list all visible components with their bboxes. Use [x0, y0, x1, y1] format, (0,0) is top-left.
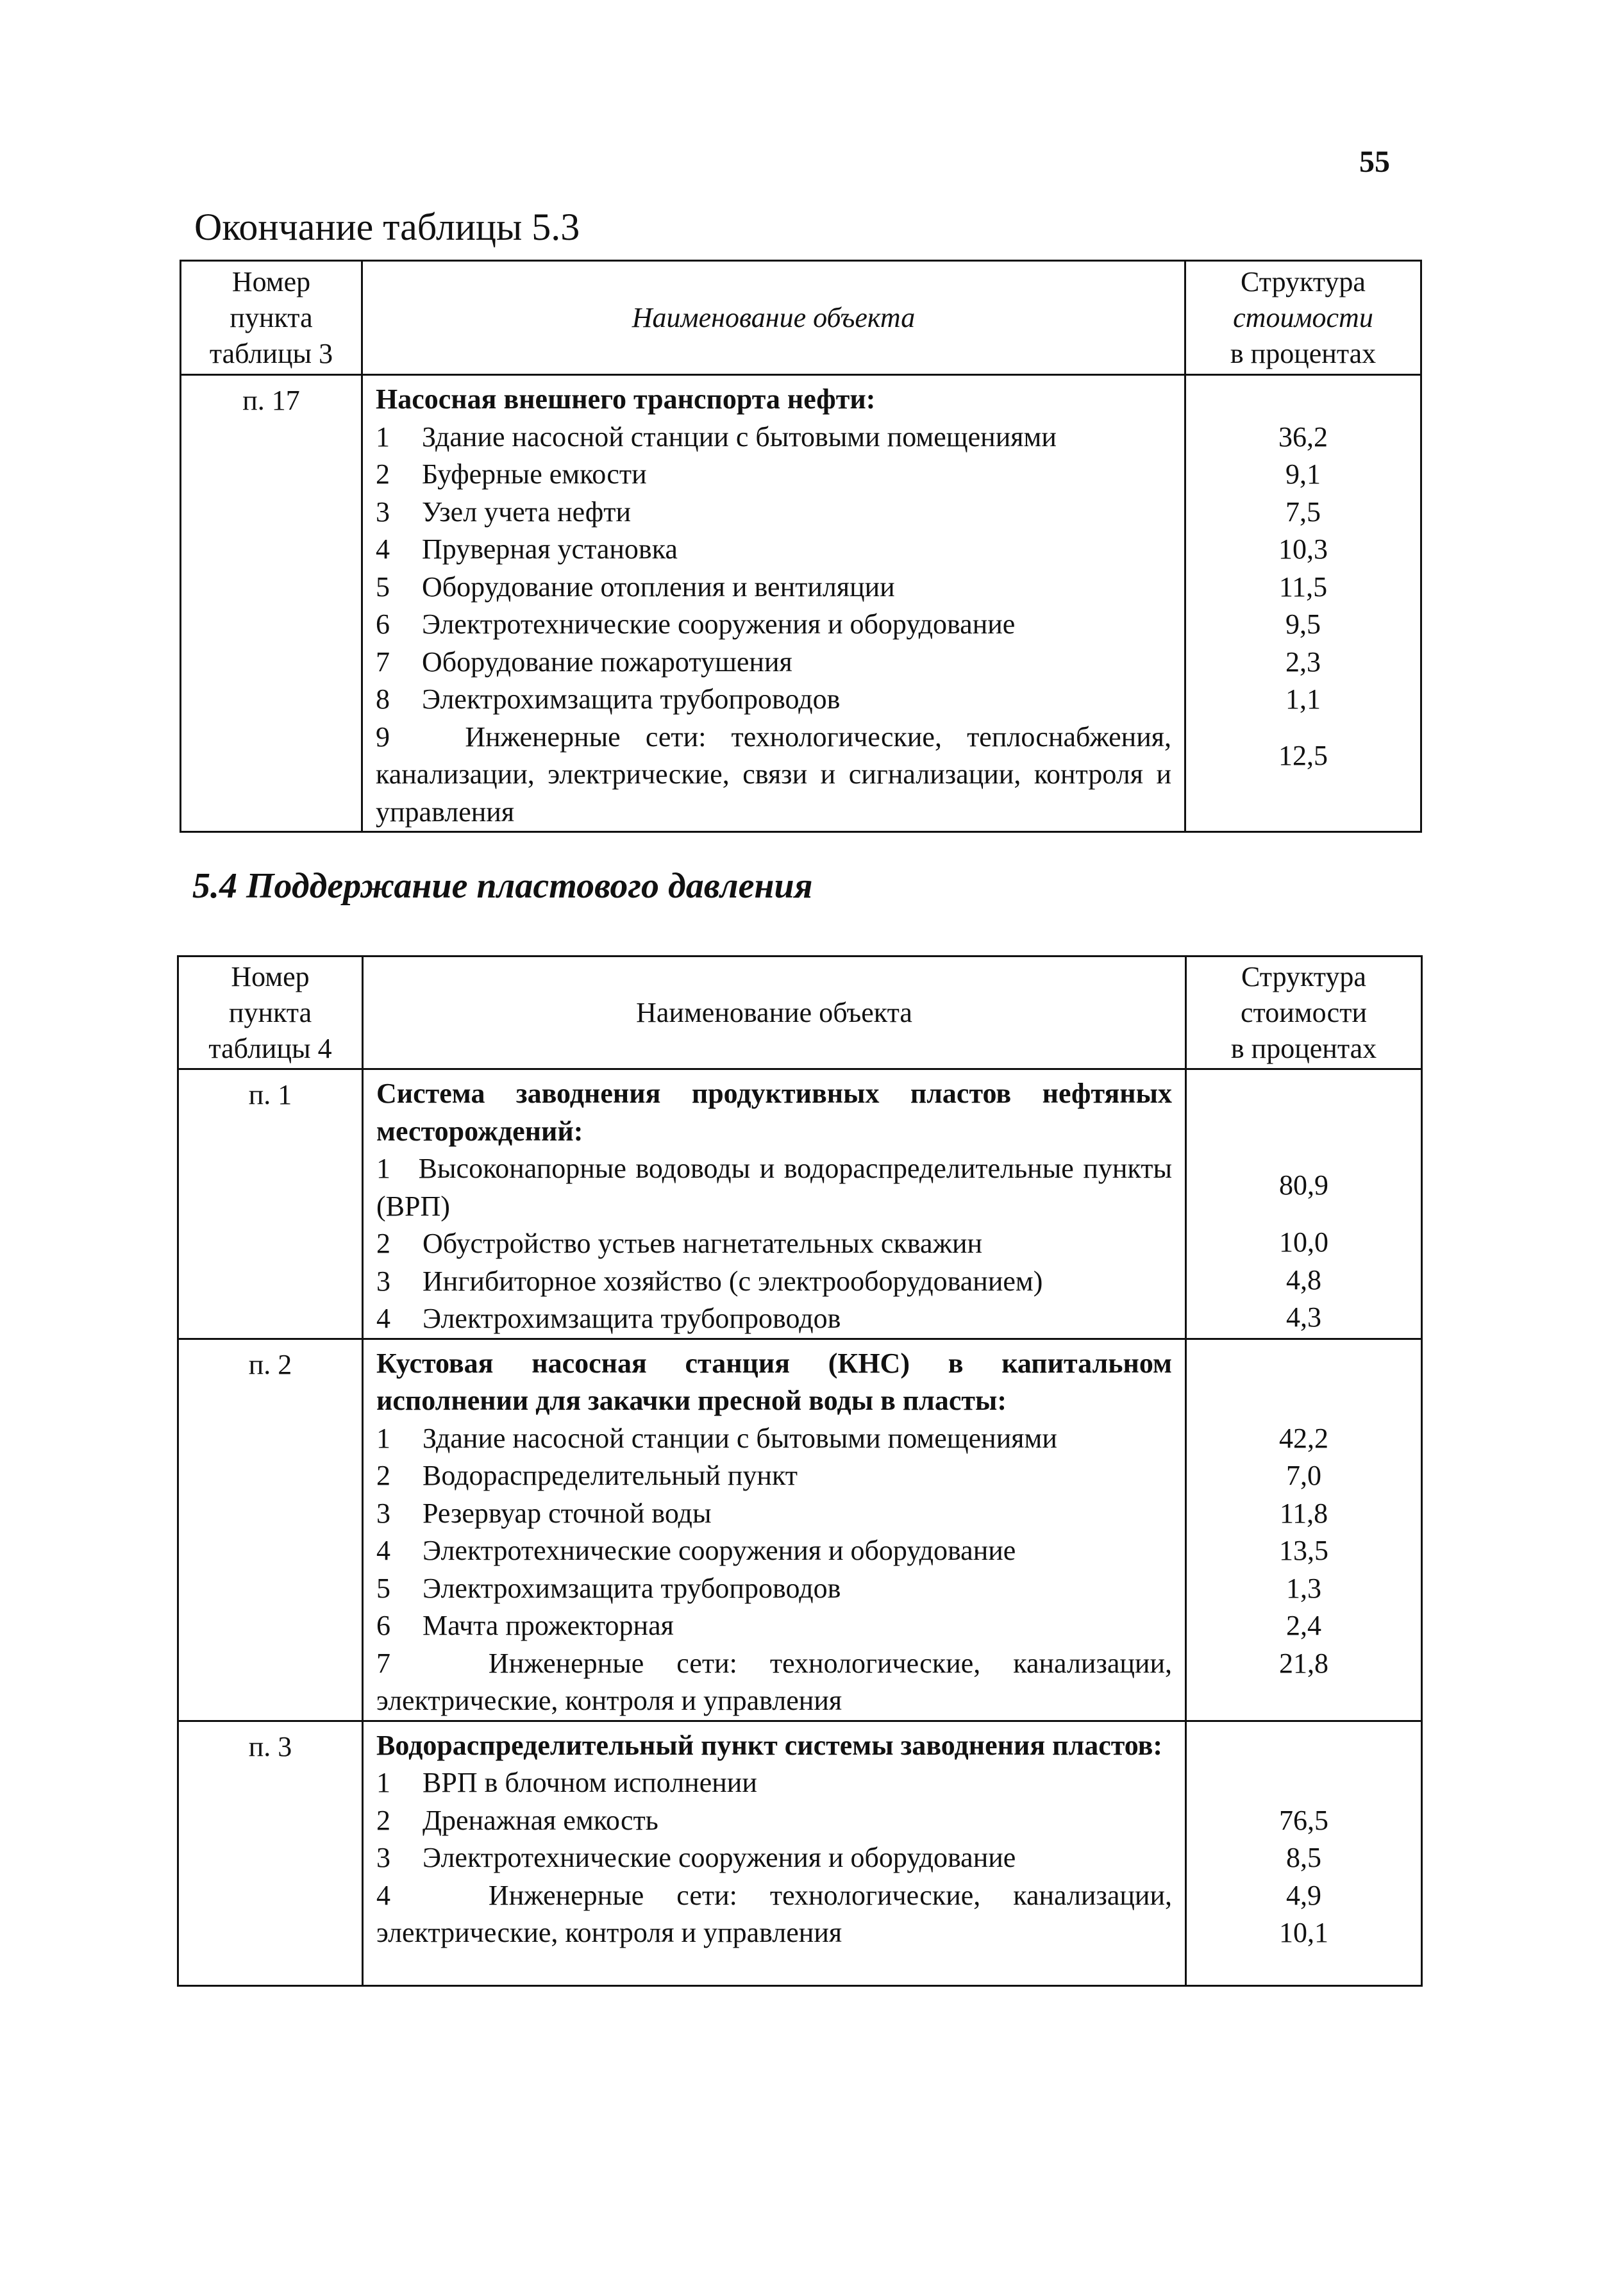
cost-value: 9,5: [1285, 608, 1321, 640]
item-text: Здание насосной станции с бытовыми помещениями: [423, 1422, 1057, 1454]
cost-value: 21,8: [1279, 1647, 1328, 1679]
group-title: Кустовая насосная станция (КНС) в капитальном исполнении для закачки пресной воды в пласты:: [376, 1347, 1172, 1416]
item-index: 4: [376, 1303, 390, 1334]
header-object-name: Наименование объекта: [363, 956, 1186, 1069]
object-names: [363, 1339, 1186, 1721]
list-item: [376, 606, 1171, 644]
item-index: 4: [376, 1879, 390, 1911]
item-text: Оборудование отопления и вентиляции: [422, 571, 895, 603]
header-line: пункта: [230, 301, 313, 333]
header-cost-structure: [1185, 261, 1421, 375]
cost-value: 8,5: [1286, 1842, 1321, 1873]
list-item: [376, 1150, 1172, 1225]
header-line: Структура: [1241, 960, 1366, 992]
cost-structure-table-5-4: [177, 955, 1423, 1987]
header-line: в процентах: [1230, 337, 1377, 369]
list-item: [376, 1263, 1172, 1301]
item-text: Обустройство устьев нагнетательных скважин: [423, 1228, 983, 1259]
header-cost-structure: [1186, 956, 1422, 1069]
cost-value: 12,5: [1278, 739, 1328, 771]
page-number: 55: [1359, 145, 1390, 179]
item-text: Резервуар сточной воды: [423, 1497, 712, 1529]
item-text: Дренажная емкость: [423, 1804, 658, 1836]
item-text: Инженерные сети: технологические, теплоснабжения, канализации, электрические, связи и сигнализации, контроля и управления: [376, 721, 1171, 828]
cost-value: 80,9: [1279, 1169, 1328, 1201]
list-item: [376, 1495, 1172, 1533]
list-item: [376, 1225, 1172, 1263]
item-index: 5: [376, 1572, 390, 1604]
item-text: Электротехнические сооружения и оборудование: [422, 608, 1016, 640]
cost-value: 10,1: [1279, 1917, 1328, 1948]
cost-values: [1186, 1339, 1422, 1721]
cost-value: 4,9: [1286, 1879, 1321, 1911]
header-line: стоимости: [1241, 996, 1367, 1028]
item-index: 7: [376, 646, 390, 678]
table-header-row: [178, 956, 1422, 1069]
item-index: 2: [376, 1228, 390, 1259]
list-item: [376, 1300, 1172, 1338]
cost-value: 42,2: [1279, 1422, 1328, 1454]
list-item: [376, 681, 1171, 719]
item-text: Пруверная установка: [422, 533, 678, 565]
group-title: Система заводнения продуктивных пластов нефтяных месторождений:: [376, 1078, 1172, 1147]
item-index: 6: [376, 608, 390, 640]
item-index: 2: [376, 1460, 390, 1491]
header-line: Структура: [1241, 265, 1366, 297]
list-item: [376, 531, 1171, 569]
item-text: Инженерные сети: технологические, канализации, электрические, контроля и управления: [376, 1647, 1173, 1716]
item-text: Водораспределительный пункт: [423, 1460, 798, 1491]
list-item: [376, 1420, 1172, 1458]
item-index: 3: [376, 1842, 390, 1873]
header-item-number: [181, 261, 362, 375]
header-line: в процентах: [1230, 1032, 1377, 1064]
item-text: Электротехнические сооружения и оборудование: [423, 1842, 1016, 1873]
header-line: таблицы 3: [209, 337, 333, 369]
object-names: [363, 1069, 1186, 1339]
table-row: [178, 1339, 1422, 1721]
header-line: пункта: [228, 996, 312, 1028]
cost-value: 7,0: [1286, 1460, 1321, 1491]
list-item: [376, 456, 1171, 494]
item-text: Высоконапорные водоводы и водораспределительные пункты (ВРП): [376, 1153, 1173, 1222]
header-object-name: Наименование объекта: [362, 261, 1185, 375]
item-number: п. 2: [178, 1339, 363, 1721]
list-item: [376, 1645, 1172, 1720]
cost-value: 4,3: [1286, 1301, 1321, 1333]
item-text: Мачта прожекторная: [423, 1610, 674, 1641]
section-heading: 5.4 Поддержание пластового давления: [192, 866, 813, 906]
item-number: п. 1: [178, 1069, 363, 1339]
item-index: 1: [376, 421, 390, 453]
item-index: 2: [376, 458, 390, 490]
header-item-number: [178, 956, 363, 1069]
item-number: п. 17: [181, 375, 362, 832]
object-names: [362, 375, 1185, 832]
cost-value: 11,8: [1279, 1497, 1328, 1529]
table-row: [178, 1069, 1422, 1339]
list-item: [376, 1764, 1172, 1802]
cost-value: 1,3: [1286, 1572, 1321, 1604]
cost-value: 76,5: [1279, 1804, 1328, 1836]
group-title: Насосная внешнего транспорта нефти:: [376, 383, 876, 415]
cost-value: 1,1: [1285, 683, 1321, 715]
cost-values: [1186, 1721, 1422, 1985]
cost-value: 10,0: [1279, 1226, 1328, 1258]
item-index: 9: [376, 721, 390, 753]
item-index: 4: [376, 1535, 390, 1566]
item-text: Оборудование пожаротушения: [422, 646, 792, 678]
list-item: [376, 1607, 1172, 1645]
item-index: 8: [376, 683, 390, 715]
list-item: [376, 1532, 1172, 1570]
object-names: [363, 1721, 1186, 1985]
list-item: [376, 1802, 1172, 1840]
list-item: [376, 1457, 1172, 1495]
item-index: 2: [376, 1804, 390, 1836]
cost-value: 36,2: [1278, 421, 1328, 453]
table-row: [178, 1721, 1422, 1985]
item-text: Электрохимзащита трубопроводов: [422, 683, 841, 715]
list-item: [376, 1570, 1172, 1608]
cost-structure-table-5-3: [180, 260, 1422, 833]
list-item: [376, 719, 1171, 831]
item-index: 3: [376, 1497, 390, 1529]
item-text: Электрохимзащита трубопроводов: [423, 1572, 841, 1604]
item-index: 4: [376, 533, 390, 565]
header-line: стоимости: [1233, 301, 1373, 333]
list-item: [376, 569, 1171, 606]
item-text: Здание насосной станции с бытовыми помещениями: [422, 421, 1057, 453]
cost-value: 7,5: [1285, 496, 1321, 528]
header-line: Номер: [231, 265, 311, 297]
item-index: 1: [376, 1422, 390, 1454]
list-item: [376, 419, 1171, 456]
list-item: [376, 1839, 1172, 1877]
item-text: Узел учета нефти: [422, 496, 632, 528]
cost-value: 10,3: [1278, 533, 1328, 565]
header-line: Номер: [231, 960, 310, 992]
list-item: [376, 494, 1171, 531]
cost-values: [1186, 1069, 1422, 1339]
list-item: [376, 1877, 1172, 1952]
cost-value: 2,4: [1286, 1610, 1321, 1641]
cost-values: [1185, 375, 1421, 832]
item-index: 3: [376, 496, 390, 528]
item-index: 5: [376, 571, 390, 603]
item-index: 1: [376, 1767, 390, 1798]
item-text: Электротехнические сооружения и оборудование: [423, 1535, 1016, 1566]
cost-value: 4,8: [1286, 1264, 1321, 1296]
item-text: Буферные емкости: [422, 458, 647, 490]
item-index: 1: [376, 1153, 390, 1184]
item-text: ВРП в блочном исполнении: [423, 1767, 757, 1798]
cost-value: 9,1: [1285, 458, 1321, 490]
table-caption: Окончание таблицы 5.3: [194, 206, 580, 248]
cost-value: 11,5: [1278, 571, 1328, 603]
item-index: 7: [376, 1647, 390, 1679]
table-row: [181, 375, 1421, 832]
cost-value: 2,3: [1285, 646, 1321, 678]
list-item: [376, 644, 1171, 681]
item-index: 3: [376, 1265, 390, 1297]
cost-value: 13,5: [1279, 1535, 1328, 1566]
item-text: Ингибиторное хозяйство (с электрооборудованием): [423, 1265, 1043, 1297]
item-text: Инженерные сети: технологические, канализации, электрические, контроля и управления: [376, 1879, 1173, 1948]
item-text: Электрохимзащита трубопроводов: [423, 1303, 841, 1334]
item-number: п. 3: [178, 1721, 363, 1985]
item-index: 6: [376, 1610, 390, 1641]
header-line: таблицы 4: [208, 1032, 332, 1064]
table-header-row: [181, 261, 1421, 375]
group-title: Водораспределительный пункт системы заводнения пластов:: [376, 1729, 1163, 1761]
